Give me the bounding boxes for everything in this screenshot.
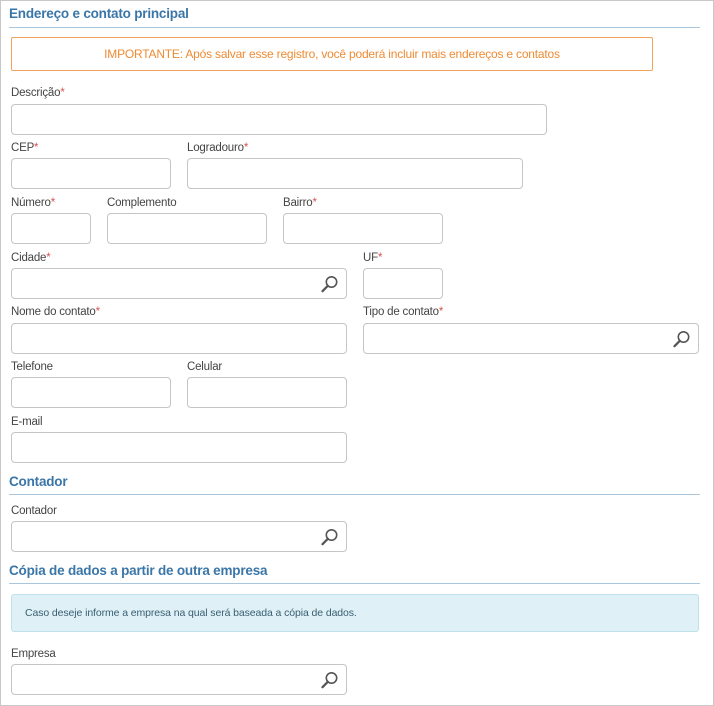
required-marker: *: [95, 306, 100, 318]
numero-input[interactable]: [11, 213, 91, 244]
uf-label: UF*: [363, 252, 383, 264]
contador-label: Contador: [11, 505, 57, 517]
tipo-contato-label: Tipo de contato*: [363, 306, 444, 318]
section-title-endereco: Endereço e contato principal: [9, 6, 189, 21]
section-title-copia: Cópia de dados a partir de outra empresa: [9, 563, 268, 578]
section-divider: [9, 494, 700, 495]
bairro-input[interactable]: [283, 213, 443, 244]
cidade-lookup-input[interactable]: [11, 268, 347, 299]
cep-input[interactable]: [11, 158, 171, 189]
required-marker: *: [60, 87, 65, 99]
required-marker: *: [34, 142, 39, 154]
complemento-input[interactable]: [107, 213, 267, 244]
required-marker: *: [312, 197, 317, 209]
logradouro-label: Logradouro*: [187, 142, 249, 154]
magnifier-icon[interactable]: [321, 671, 339, 689]
email-input[interactable]: [11, 432, 347, 463]
celular-input[interactable]: [187, 377, 347, 408]
cidade-label: Cidade*: [11, 252, 51, 264]
required-marker: *: [243, 142, 249, 154]
section-title-contador: Contador: [9, 474, 68, 489]
important-alert: IMPORTANTE: Após salvar esse registro, você poderá incluir mais endereços e contatos: [11, 37, 653, 71]
numero-label: Número*: [11, 197, 55, 209]
required-marker: *: [50, 197, 55, 209]
telefone-input[interactable]: [11, 377, 171, 408]
magnifier-icon[interactable]: [321, 275, 339, 293]
nome-contato-input[interactable]: [11, 323, 347, 354]
required-marker: *: [46, 252, 51, 264]
section-divider: [9, 27, 700, 28]
cep-label: CEP*: [11, 142, 39, 154]
complemento-label: Complemento: [107, 197, 177, 209]
nome-contato-label: Nome do contato*: [11, 306, 100, 318]
empresa-lookup-input[interactable]: [11, 664, 347, 695]
magnifier-icon[interactable]: [321, 528, 339, 546]
required-marker: *: [438, 306, 444, 318]
bairro-label: Bairro*: [283, 197, 317, 209]
contador-lookup-input[interactable]: [11, 521, 347, 552]
email-label: E-mail: [11, 416, 43, 428]
descricao-input[interactable]: [11, 104, 547, 135]
logradouro-input[interactable]: [187, 158, 523, 189]
uf-input[interactable]: [363, 268, 443, 299]
section-divider: [9, 583, 700, 584]
tipo-contato-lookup-input[interactable]: [363, 323, 699, 354]
celular-label: Celular: [187, 361, 223, 373]
required-marker: *: [377, 252, 383, 264]
empresa-label: Empresa: [11, 648, 56, 660]
copia-info-alert: Caso deseje informe a empresa na qual será baseada a cópia de dados.: [11, 594, 699, 632]
telefone-label: Telefone: [11, 361, 53, 373]
descricao-label: Descrição*: [11, 87, 65, 99]
magnifier-icon[interactable]: [673, 330, 691, 348]
